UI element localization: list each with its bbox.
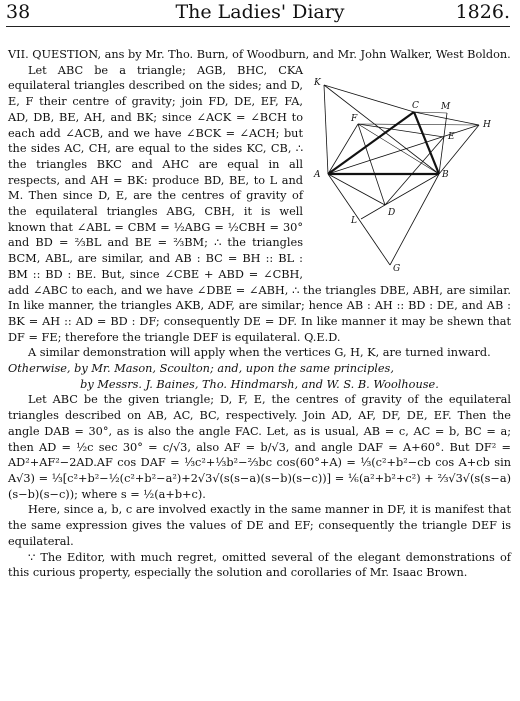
label-A: A <box>314 169 321 180</box>
label-G: G <box>393 263 401 274</box>
label-B: B <box>442 169 449 180</box>
label-E: E <box>448 131 455 142</box>
figure-svg <box>311 69 511 274</box>
solution-paragraph-1: Let ABC be a triangle; AGB, BHC, CKA equilateral triangles described on the sides; and D, E, F their centre of gravity; join FD, DE, EF, FA, AD, DB, BE, AH, and BK; since ∠ACK = ∠BCH to each add ∠ACB, and we have ∠BCK = ∠ACH; but the sides AC, CH, are equal to the sides KC, CB, ∴ the triangles BKC and AHC are equal in all respects, and AH = BK: produce BD, BE, to L and M. Then since D, E, are the centres of gravity of the equilateral triangles ABG, CBH, it is well known that ∠ABL = CBM = ½ABG = ½CBH = 30° and BD = ⅔BL and BE = ⅔BM; ∴ the triangles BCM, ABL, are similar, and AB : BC = BH :: BL : BM :: BD : BE. But, since ∠CBE + ABD = ∠CBH, add ∠ABC to each, and we have ∠DBE = ∠ABH, ∴ the triangles DBE, ABH, are similar. In like manner, the triangles AKB, ADF, are similar; hence AB : AH :: BD : DE, and AB : BK = AH :: AD = BD : DF; consequently DE = DF. In like manner it may be shewn that DF = FE; therefore the triangle DEF is equilateral. Q.E.D. <box>8 63 511 344</box>
line-FB <box>358 124 439 174</box>
label-K: K <box>314 77 321 88</box>
otherwise-line-2: by Messrs. J. Baines, Tho. Hindmarsh, and W. S. B. Woolhouse. <box>80 377 439 391</box>
otherwise-line-1: Otherwise, by Mr. Mason, Scoulton; and, upon the same principles, <box>8 362 394 376</box>
line-BM <box>439 113 447 174</box>
line-AG <box>328 174 390 265</box>
page-header <box>0 0 520 40</box>
line-FE <box>358 124 444 137</box>
article-body <box>8 47 511 581</box>
line-AH <box>328 125 479 174</box>
line-KC <box>324 85 414 112</box>
year: 1826. <box>455 1 510 23</box>
line-DL <box>361 205 385 219</box>
label-L: L <box>351 215 357 226</box>
solution-paragraph-2: A similar demonstration will apply when the vertices G, H, K, are turned inward. <box>28 346 491 360</box>
line-HB <box>439 125 479 174</box>
header-rule <box>6 26 510 27</box>
solution-paragraph-3: Let ABC be the given triangle; D, F, E, the centres of gravity of the equilateral triangles described on AB, AC, BC, respectively. Join AD, AF, DF, DE, EF. Then the angle DAB = 30°, as is also the angle FAC. Let, as is usual, AB = c, AC = b, BC = a; then AD = ½c sec 30° = c/√3, also AF = b/√3, and angle DAF = A+60°. But DF² = AD²+AF²−2AD.AF cos DAF = ⅓c²+⅓b²−⅔bc cos(60°+A) = ⅓(c²+b²−cb cos A+cb sin A√3) = ⅓[c²+b²−½(c²+b²−a²)+2√3√(s(s−a)(s−b)(s−c))] = ⅙(a²+b²+c²) + ⅔√3√(s(s−a)(s−b)(s−c)); where s = ½(a+b+c). <box>8 393 511 501</box>
label-C: C <box>412 100 419 111</box>
running-title: The Ladies' Diary <box>175 1 345 23</box>
label-H: H <box>483 119 491 130</box>
editor-note: ∵ The Editor, with much regret, omitted several of the elegant demonstrations of this curious property, especially the solution and corollaries of Mr. Isaac Brown. <box>8 550 511 580</box>
geometry-figure <box>311 69 511 274</box>
line-AF <box>328 124 358 174</box>
label-M: M <box>441 101 451 112</box>
label-F: F <box>351 113 358 124</box>
label-D: D <box>388 207 396 218</box>
line-AK <box>324 85 328 174</box>
solution-paragraph-4: Here, since a, b, c are involved exactly in the same manner in DF, it is manifest that the same expression gives the values of DE and EF; consequently the triangle DEF is equilateral. <box>8 503 511 548</box>
question-heading: VII. QUESTION, ans by Mr. Tho. Burn, of Woodburn, and Mr. John Walker, West Boldon. <box>8 48 511 61</box>
page-number: 38 <box>6 1 31 23</box>
